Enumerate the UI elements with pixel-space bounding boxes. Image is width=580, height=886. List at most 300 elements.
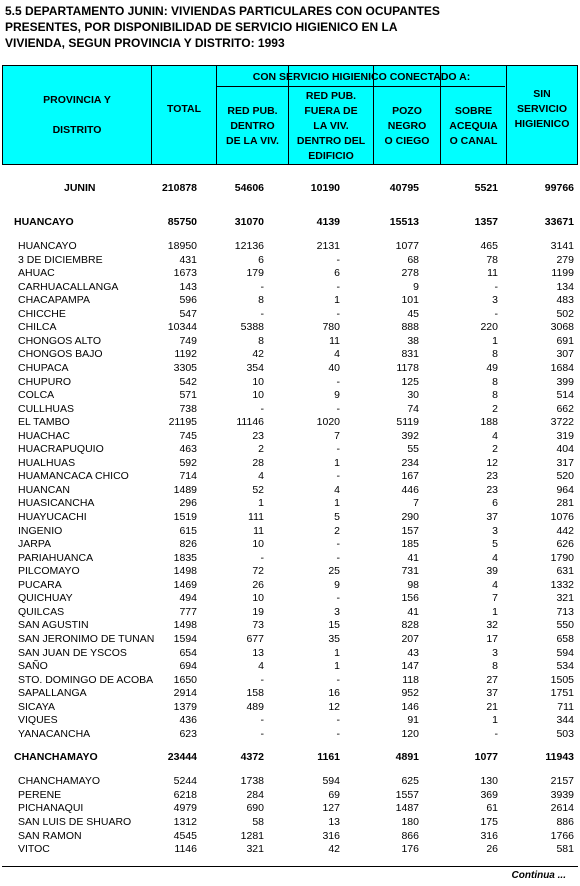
cell-acequia: 1357 xyxy=(474,216,498,228)
district-name: SAN JUAN DE YSCOS xyxy=(18,646,127,659)
cell-dentro: 28 xyxy=(252,456,264,469)
cell-total: 1519 xyxy=(173,511,197,523)
cell-sin: 631 xyxy=(556,565,574,578)
cell-sin: 279 xyxy=(556,253,574,266)
district-name: PILCOMAYO xyxy=(18,565,80,578)
table-row xyxy=(0,842,580,856)
cell-dentro: - xyxy=(260,673,264,686)
header-line: SERVICIO xyxy=(517,102,567,115)
table-row xyxy=(0,361,580,375)
cell-dentro: 10 xyxy=(252,389,264,402)
table-row xyxy=(0,646,580,660)
cell-pozo: 1557 xyxy=(395,788,419,801)
district-name: PUCARA xyxy=(18,578,62,591)
header-line: HIGIENICO xyxy=(514,117,570,130)
cell-total: 547 xyxy=(179,307,197,320)
cell-sin: 514 xyxy=(556,389,574,402)
cell-fuera: 3 xyxy=(334,605,340,618)
district-name: CHUPACA xyxy=(18,361,69,374)
district-name: PERENE xyxy=(18,788,62,801)
cell-dentro: 158 xyxy=(246,687,264,700)
cell-sin: 964 xyxy=(556,483,574,496)
cell-acequia: 1077 xyxy=(474,751,498,764)
district-name: SAN JERONIMO DE TUNAN xyxy=(18,632,155,645)
cell-pozo: 1077 xyxy=(395,240,419,252)
cell-pozo: 207 xyxy=(401,632,419,645)
cell-pozo: 625 xyxy=(401,775,419,788)
cell-acequia: 23 xyxy=(486,470,498,483)
district-name: HUAMANCACA CHICO xyxy=(18,470,129,483)
cell-total: 542 xyxy=(179,375,197,388)
table-row xyxy=(0,266,580,280)
cell-sin: 3722 xyxy=(550,416,574,429)
cell-dentro: 489 xyxy=(246,700,264,713)
cell-acequia: 3 xyxy=(492,294,498,307)
cell-pozo: 146 xyxy=(401,700,419,713)
cell-sin: 1332 xyxy=(550,578,574,591)
cell-dentro: 10 xyxy=(252,592,264,605)
header-line: DENTRO xyxy=(230,119,275,132)
table-row xyxy=(0,551,580,565)
district-name: CHUPURO xyxy=(18,375,72,388)
cell-dentro: - xyxy=(260,402,264,415)
district-name: 3 DE DICIEMBRE xyxy=(18,253,103,266)
cell-fuera: 69 xyxy=(328,788,340,801)
cell-dentro: 52 xyxy=(252,483,264,496)
cell-acequia: 2 xyxy=(492,402,498,415)
cell-dentro: 677 xyxy=(246,632,264,645)
cell-pozo: 167 xyxy=(401,470,419,483)
cell-sin: 594 xyxy=(556,646,574,659)
cell-fuera: 1 xyxy=(334,646,340,659)
table-row xyxy=(0,605,580,619)
cell-total: 143 xyxy=(179,280,197,293)
district-name: CHANCHAMAYO xyxy=(18,775,101,788)
district-name: CHONGOS ALTO xyxy=(18,334,102,347)
cell-fuera: - xyxy=(336,714,340,727)
cell-total: 749 xyxy=(179,334,197,347)
district-name: PARIAHUANCA xyxy=(18,551,94,564)
cell-acequia: 130 xyxy=(480,775,498,788)
table-row xyxy=(0,388,580,402)
district-name: HUANCAYO xyxy=(18,240,77,252)
cell-total: 18950 xyxy=(167,240,197,252)
table-bottom-rule xyxy=(2,866,578,867)
cell-pozo: 41 xyxy=(407,605,419,618)
cell-fuera: 9 xyxy=(334,578,340,591)
header-provincia-distrito xyxy=(3,66,151,164)
cell-pozo: 185 xyxy=(401,538,419,551)
table-row xyxy=(0,253,580,267)
cell-fuera: 2 xyxy=(334,524,340,537)
cell-acequia: 78 xyxy=(486,253,498,266)
cell-pozo: 888 xyxy=(401,321,419,334)
district-name: CHONGOS BAJO xyxy=(18,348,103,361)
district-name: STO. DOMINGO DE ACOBA xyxy=(18,673,154,686)
header-line: SOBRE xyxy=(454,104,493,117)
cell-dentro: 8 xyxy=(258,294,264,307)
province-row xyxy=(0,750,580,764)
cell-total: 23444 xyxy=(167,751,197,764)
district-name: CARHUACALLANGA xyxy=(18,280,119,293)
district-name: CHACAPAMPA xyxy=(18,294,90,307)
table-row xyxy=(0,774,580,788)
cell-fuera: 42 xyxy=(328,843,340,856)
table-row xyxy=(0,788,580,802)
table-row xyxy=(0,334,580,348)
cell-pozo: 731 xyxy=(401,565,419,578)
cell-pozo: 446 xyxy=(401,483,419,496)
cell-total: 623 xyxy=(179,727,197,740)
cell-total: 2914 xyxy=(173,687,197,700)
table-row xyxy=(0,469,580,483)
district-name: VIQUES xyxy=(18,714,58,727)
cell-fuera: 1161 xyxy=(317,751,340,764)
header-line: EDIFICIO xyxy=(308,149,354,162)
cell-total: 5244 xyxy=(173,775,197,788)
cell-dentro: 1738 xyxy=(240,775,264,788)
cell-pozo: 91 xyxy=(407,714,419,727)
table-row xyxy=(0,673,580,687)
cell-fuera: 15 xyxy=(328,619,340,632)
table-row xyxy=(0,293,580,307)
district-name: SAPALLANGA xyxy=(18,687,87,700)
table-row xyxy=(0,402,580,416)
cell-pozo: 180 xyxy=(401,816,419,828)
cell-acequia: 17 xyxy=(486,632,498,645)
cell-dentro: 13 xyxy=(252,646,264,659)
cell-dentro: 1 xyxy=(258,497,264,510)
cell-sin: 3141 xyxy=(550,240,574,252)
cell-total: 1146 xyxy=(174,843,197,856)
cell-total: 1498 xyxy=(173,565,197,578)
header-line: O CIEGO xyxy=(384,134,430,147)
cell-acequia: 6 xyxy=(492,497,498,510)
cell-fuera: 594 xyxy=(322,775,340,788)
cell-total: 1673 xyxy=(173,267,197,280)
district-name: SAN LUIS DE SHUARO xyxy=(18,816,132,828)
cell-fuera: 16 xyxy=(328,687,340,700)
cell-sin: 711 xyxy=(557,700,574,713)
title-line-3: VIVIENDA, SEGUN PROVINCIA Y DISTRITO: 1993 xyxy=(5,36,285,50)
cell-dentro: - xyxy=(260,551,264,564)
district-name: HUACRAPUQUIO xyxy=(18,443,104,456)
total-row xyxy=(0,181,580,195)
header-group-conectado: CON SERVICIO HIGIENICO CONECTADO A: xyxy=(252,70,471,83)
cell-fuera: 4139 xyxy=(316,216,340,228)
cell-total: 1650 xyxy=(173,673,197,686)
cell-dentro: - xyxy=(260,714,264,727)
cell-sin: 658 xyxy=(556,632,574,645)
header-acequia xyxy=(441,87,506,165)
cell-acequia: 26 xyxy=(486,843,498,856)
cell-fuera: 25 xyxy=(328,565,340,578)
cell-dentro: 10 xyxy=(252,538,264,551)
cell-sin: 134 xyxy=(556,280,574,293)
cell-dentro: 58 xyxy=(252,816,264,828)
cell-fuera: 2131 xyxy=(316,240,340,252)
cell-dentro: 4 xyxy=(258,660,264,673)
table-row xyxy=(0,727,580,741)
table-row xyxy=(0,375,580,389)
cell-pozo: 38 xyxy=(407,334,419,347)
cell-pozo: 74 xyxy=(407,402,419,415)
cell-total: 1498 xyxy=(173,619,197,632)
table-row xyxy=(0,307,580,321)
cell-fuera: - xyxy=(336,307,340,320)
cell-fuera: 6 xyxy=(334,267,340,280)
cell-acequia: 8 xyxy=(492,660,498,673)
header-line: FUERA DE xyxy=(304,104,358,117)
table-row xyxy=(0,483,580,497)
header-line: DENTRO DEL xyxy=(296,134,366,147)
cell-total: 210878 xyxy=(161,182,197,194)
cell-total: 436 xyxy=(179,714,197,727)
cell-total: 615 xyxy=(179,524,197,537)
cell-fuera: - xyxy=(336,551,340,564)
cell-dentro: 73 xyxy=(252,619,264,632)
cell-pozo: 15513 xyxy=(389,216,419,228)
cell-dentro: 31070 xyxy=(234,216,264,228)
cell-total: 431 xyxy=(179,253,197,266)
cell-acequia: 3 xyxy=(492,524,498,537)
cell-fuera: - xyxy=(336,253,340,266)
district-name: PICHANAQUI xyxy=(18,802,84,815)
cell-acequia: 8 xyxy=(492,389,498,402)
cell-fuera: 13 xyxy=(328,816,340,828)
title-line-1: 5.5 DEPARTAMENTO JUNIN: VIVIENDAS PARTICULARES CON OCUPANTES xyxy=(5,4,440,18)
cell-dentro: 10 xyxy=(252,375,264,388)
district-name: SICAYA xyxy=(18,700,55,713)
cell-total: 296 xyxy=(179,497,197,510)
cell-total: 463 xyxy=(179,443,197,456)
cell-sin: 321 xyxy=(556,592,574,605)
cell-pozo: 831 xyxy=(401,348,419,361)
table-row xyxy=(0,320,580,334)
cell-acequia: 4 xyxy=(492,578,498,591)
district-name: QUICHUAY xyxy=(18,592,73,605)
cell-acequia: 39 xyxy=(486,565,498,578)
cell-pozo: 866 xyxy=(401,829,419,842)
cell-sin: 1199 xyxy=(551,267,574,280)
cell-pozo: 1178 xyxy=(396,361,419,374)
table-title xyxy=(5,3,565,51)
cell-acequia: 4 xyxy=(492,551,498,564)
cell-total: 777 xyxy=(179,605,197,618)
cell-acequia: 1 xyxy=(492,714,498,727)
table-row xyxy=(0,280,580,294)
district-name: VITOC xyxy=(18,843,50,856)
cell-sin: 2614 xyxy=(550,802,574,815)
cell-pozo: 156 xyxy=(401,592,419,605)
cell-total: 85750 xyxy=(167,216,197,228)
cell-pozo: 5119 xyxy=(396,416,419,429)
table-row xyxy=(0,510,580,524)
cell-fuera: 1 xyxy=(334,294,340,307)
district-name: SAÑO xyxy=(18,660,48,673)
cell-fuera: 4 xyxy=(334,348,340,361)
district-name: YANACANCHA xyxy=(18,727,91,740)
cell-acequia: 3 xyxy=(492,646,498,659)
cell-fuera: 1 xyxy=(334,456,340,469)
table-row xyxy=(0,537,580,551)
table-row xyxy=(0,442,580,456)
cell-sin: 662 xyxy=(556,402,574,415)
cell-fuera: 127 xyxy=(322,802,340,815)
cell-pozo: 40795 xyxy=(389,182,419,194)
cell-dentro: - xyxy=(260,307,264,320)
cell-sin: 281 xyxy=(556,497,574,510)
cell-acequia: 8 xyxy=(492,348,498,361)
cell-sin: 713 xyxy=(556,605,574,618)
cell-total: 1192 xyxy=(174,348,197,361)
cell-pozo: 68 xyxy=(407,253,419,266)
cell-acequia: 23 xyxy=(486,483,498,496)
cell-pozo: 290 xyxy=(401,511,419,523)
cell-total: 1469 xyxy=(173,578,197,591)
title-line-2: PRESENTES, POR DISPONIBILIDAD DE SERVICIO HIGIENICO EN LA xyxy=(5,20,398,34)
cell-sin: 344 xyxy=(556,714,574,727)
table-row xyxy=(0,239,580,253)
cell-total: 714 xyxy=(179,470,197,483)
district-name: HUANCAN xyxy=(18,483,70,496)
cell-acequia: 220 xyxy=(480,321,498,334)
cell-dentro: 4372 xyxy=(240,751,264,764)
table-row xyxy=(0,496,580,510)
district-name: HUASICANCHA xyxy=(18,497,95,510)
cell-pozo: 118 xyxy=(402,673,419,686)
cell-total: 1835 xyxy=(173,551,197,564)
cell-pozo: 9 xyxy=(413,280,419,293)
cell-sin: 3939 xyxy=(550,788,574,801)
table-row xyxy=(0,429,580,443)
cell-acequia: 5 xyxy=(492,538,498,551)
header-line: SIN xyxy=(533,87,551,100)
header-line: POZO xyxy=(392,104,422,117)
cell-total: 1379 xyxy=(173,700,197,713)
table-row xyxy=(0,713,580,727)
cell-total: 4545 xyxy=(173,829,197,842)
table-row xyxy=(0,686,580,700)
cell-acequia: 21 xyxy=(486,700,498,713)
table-row xyxy=(0,415,580,429)
cell-sin: 33671 xyxy=(544,216,574,228)
cell-dentro: - xyxy=(260,280,264,293)
cell-fuera: 4 xyxy=(334,483,340,496)
cell-total: 654 xyxy=(179,646,197,659)
table-row xyxy=(0,591,580,605)
header-line: O CANAL xyxy=(449,134,498,147)
table-row xyxy=(0,632,580,646)
cell-fuera: 35 xyxy=(328,632,340,645)
cell-sin: 502 xyxy=(556,307,574,320)
cell-pozo: 30 xyxy=(407,389,419,402)
cell-total: 3305 xyxy=(173,361,197,374)
cell-sin: 11943 xyxy=(545,751,574,764)
cell-pozo: 98 xyxy=(407,578,419,591)
cell-dentro: 4 xyxy=(258,470,264,483)
cell-sin: 319 xyxy=(556,429,574,442)
cell-dentro: 11146 xyxy=(236,416,264,429)
cell-total: 596 xyxy=(179,294,197,307)
cell-total: 571 xyxy=(179,389,197,402)
cell-dentro: 690 xyxy=(246,802,264,815)
district-name: COLCA xyxy=(18,389,55,402)
cell-fuera: - xyxy=(336,375,340,388)
cell-sin: 442 xyxy=(556,524,574,537)
district-name: HUACHAC xyxy=(18,429,70,442)
cell-sin: 3068 xyxy=(550,321,574,334)
cell-total: 6218 xyxy=(173,788,197,801)
header-line: RED PUB. xyxy=(227,104,278,117)
cell-fuera: - xyxy=(336,280,340,293)
header-pozo xyxy=(374,87,440,165)
cell-fuera: 7 xyxy=(334,429,340,442)
district-name: CULLHUAS xyxy=(18,402,75,415)
district-name: HUAYUCACHI xyxy=(18,511,87,523)
cell-acequia: 32 xyxy=(486,619,498,632)
cell-dentro: 284 xyxy=(246,788,264,801)
cell-dentro: 354 xyxy=(246,361,264,374)
cell-sin: 399 xyxy=(556,375,574,388)
cell-pozo: 120 xyxy=(401,727,419,740)
cell-dentro: 179 xyxy=(246,267,264,280)
cell-sin: 317 xyxy=(556,456,574,469)
cell-pozo: 101 xyxy=(401,294,419,307)
cell-pozo: 125 xyxy=(401,375,419,388)
cell-fuera: 12 xyxy=(328,700,340,713)
cell-dentro: 23 xyxy=(252,429,264,442)
cell-dentro: - xyxy=(260,727,264,740)
cell-dentro: 5388 xyxy=(240,321,264,334)
cell-acequia: 316 xyxy=(480,829,498,842)
cell-pozo: 392 xyxy=(401,429,419,442)
cell-sin: 1751 xyxy=(550,687,574,700)
cell-acequia: 37 xyxy=(486,511,498,523)
cell-sin: 307 xyxy=(556,348,574,361)
cell-total: 4979 xyxy=(173,802,197,815)
cell-fuera: - xyxy=(336,727,340,740)
cell-sin: 1790 xyxy=(550,551,574,564)
cell-pozo: 157 xyxy=(401,524,419,537)
table-row xyxy=(0,801,580,815)
table-row xyxy=(0,347,580,361)
header-total: TOTAL xyxy=(166,102,202,115)
cell-fuera: 1 xyxy=(334,497,340,510)
district-name: INGENIO xyxy=(18,524,63,537)
header-line: LA VIV. xyxy=(313,119,349,132)
cell-fuera: 5 xyxy=(334,511,340,523)
cell-fuera: 9 xyxy=(334,389,340,402)
cell-sin: 1766 xyxy=(550,829,574,842)
cell-acequia: 1 xyxy=(492,605,498,618)
cell-acequia: 27 xyxy=(486,673,498,686)
cell-sin: 404 xyxy=(556,443,574,456)
cell-dentro: 8 xyxy=(258,334,264,347)
cell-total: 826 xyxy=(179,538,197,551)
cell-pozo: 147 xyxy=(401,660,419,673)
cell-acequia: 369 xyxy=(480,788,498,801)
cell-total: 745 xyxy=(179,429,197,442)
header-sin-servicio xyxy=(507,66,577,152)
table-row xyxy=(0,456,580,470)
district-name: HUANCAYO xyxy=(14,216,74,228)
cell-sin: 1684 xyxy=(550,361,574,374)
cell-acequia: 188 xyxy=(480,416,498,429)
district-name: JARPA xyxy=(18,538,52,551)
cell-pozo: 278 xyxy=(401,267,419,280)
district-name: SAN RAMON xyxy=(18,829,82,842)
